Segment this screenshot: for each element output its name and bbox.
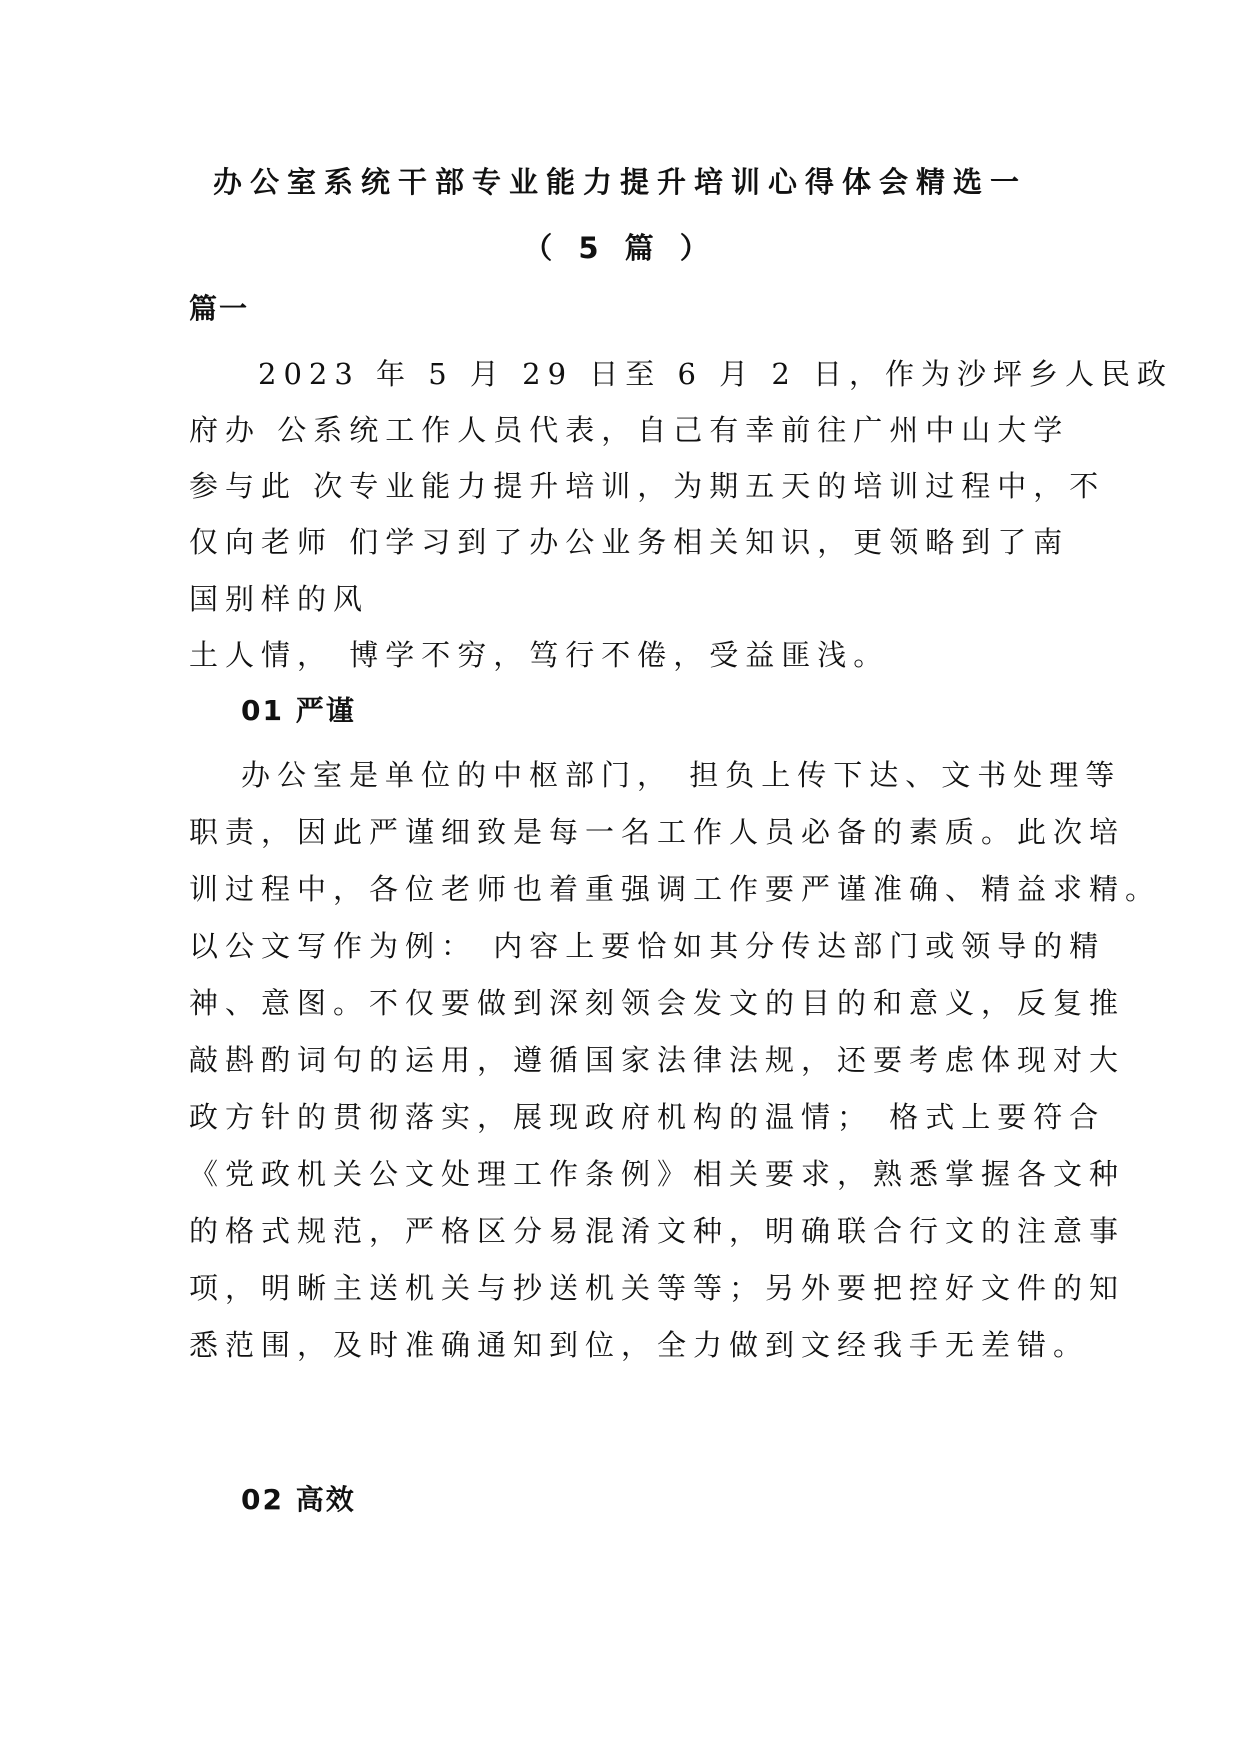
section-line: 职责，因此严谨细致是每一名工作人员必备的素质。此次培 bbox=[189, 815, 1126, 849]
intro-line: 土人情， 博学不穷，笃行不倦，受益匪浅。 bbox=[189, 638, 890, 672]
section-line: 神、意图。不仅要做到深刻领会发文的目的和意义，反复推 bbox=[189, 986, 1126, 1020]
section-line: 悉范围，及时准确通知到位，全力做到文经我手无差错。 bbox=[189, 1328, 1090, 1362]
intro-line: 参与此 次专业能力提升培训，为期五天的培训过程中，不 bbox=[189, 469, 1106, 503]
section-heading-efficiency: 02 高效 bbox=[241, 1483, 356, 1516]
section-line: 项，明晰主送机关与抄送机关等等；另外要把控好文件的知 bbox=[189, 1271, 1126, 1305]
intro-line: 2023 年 5 月 29 日至 6 月 2 日，作为沙坪乡人民政 bbox=[258, 357, 1174, 391]
intro-line: 国别样的风 bbox=[189, 582, 370, 616]
intro-line: 仅向老师 们学习到了办公业务相关知识，更领略到了南 bbox=[189, 525, 1070, 559]
section-heading-rigor: 01 严谨 bbox=[241, 694, 356, 727]
section-line: 的格式规范，严格区分易混淆文种，明确联合行文的注意事 bbox=[189, 1214, 1126, 1248]
document-title: 办公室系统干部专业能力提升培训心得体会精选一 bbox=[212, 165, 1027, 199]
section-line: 政方针的贯彻落实，展现政府机构的温情； 格式上要符合 bbox=[189, 1100, 1106, 1134]
section-line: 办公室是单位的中枢部门， 担负上传下达、文书处理等 bbox=[241, 758, 1122, 792]
section-line: 敲斟酌词句的运用，遵循国家法律法规，还要考虑体现对大 bbox=[189, 1043, 1126, 1077]
document-subtitle: （ 5 篇 ） bbox=[523, 231, 717, 265]
section-line: 《党政机关公文处理工作条例》相关要求，熟悉掌握各文种 bbox=[189, 1157, 1126, 1191]
section-line: 训过程中，各位老师也着重强调工作要严谨准确、精益求精。 bbox=[189, 872, 1162, 906]
section-line: 以公文写作为例： 内容上要恰如其分传达部门或领导的精 bbox=[189, 929, 1106, 963]
intro-line: 府办 公系统工作人员代表，自己有幸前往广州中山大学 bbox=[189, 413, 1070, 447]
part-heading: 篇一 bbox=[189, 292, 250, 325]
